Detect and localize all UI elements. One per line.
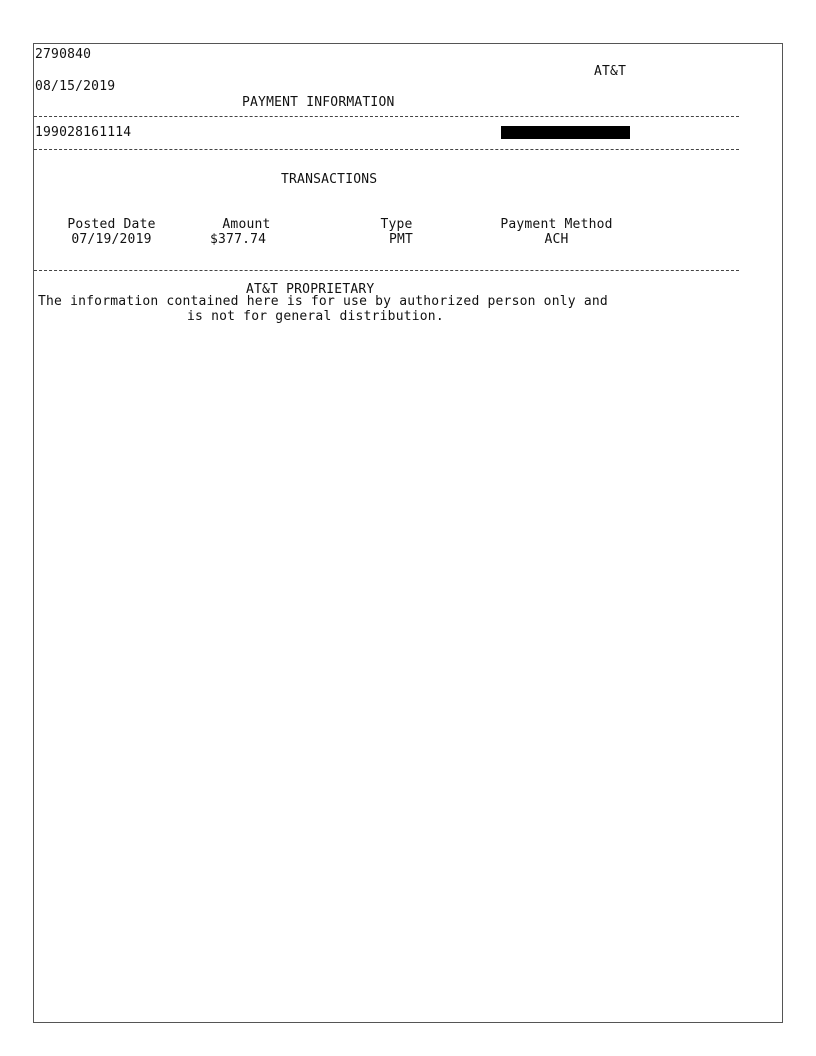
account-number: 199028161114 — [35, 125, 132, 140]
amount-cell: $377.74 — [210, 232, 267, 247]
proprietary-title: AT&T PROPRIETARY — [246, 282, 375, 297]
confidentiality-notice-line-1: The information contained here is for use by authorized person only and — [38, 294, 608, 309]
transactions-title: TRANSACTIONS — [281, 172, 378, 187]
document-id: 2790840 — [35, 47, 92, 62]
section-title: PAYMENT INFORMATION — [242, 95, 395, 110]
column-header-posted-date: Posted Date — [67, 217, 156, 232]
divider — [34, 116, 739, 117]
payment-method-cell: ACH — [544, 232, 569, 247]
posted-date-cell: 07/19/2019 — [71, 232, 152, 247]
company-name: AT&T — [594, 64, 627, 79]
column-header-amount: Amount — [222, 217, 271, 232]
document-page — [33, 43, 783, 1023]
column-header-payment-method: Payment Method — [500, 217, 613, 232]
confidentiality-notice-line-2: is not for general distribution. — [187, 309, 444, 324]
divider — [34, 149, 739, 150]
type-cell: PMT — [389, 232, 414, 247]
column-header-type: Type — [380, 217, 413, 232]
redaction-box — [501, 126, 630, 139]
divider — [34, 270, 739, 271]
document-date: 08/15/2019 — [35, 79, 116, 94]
